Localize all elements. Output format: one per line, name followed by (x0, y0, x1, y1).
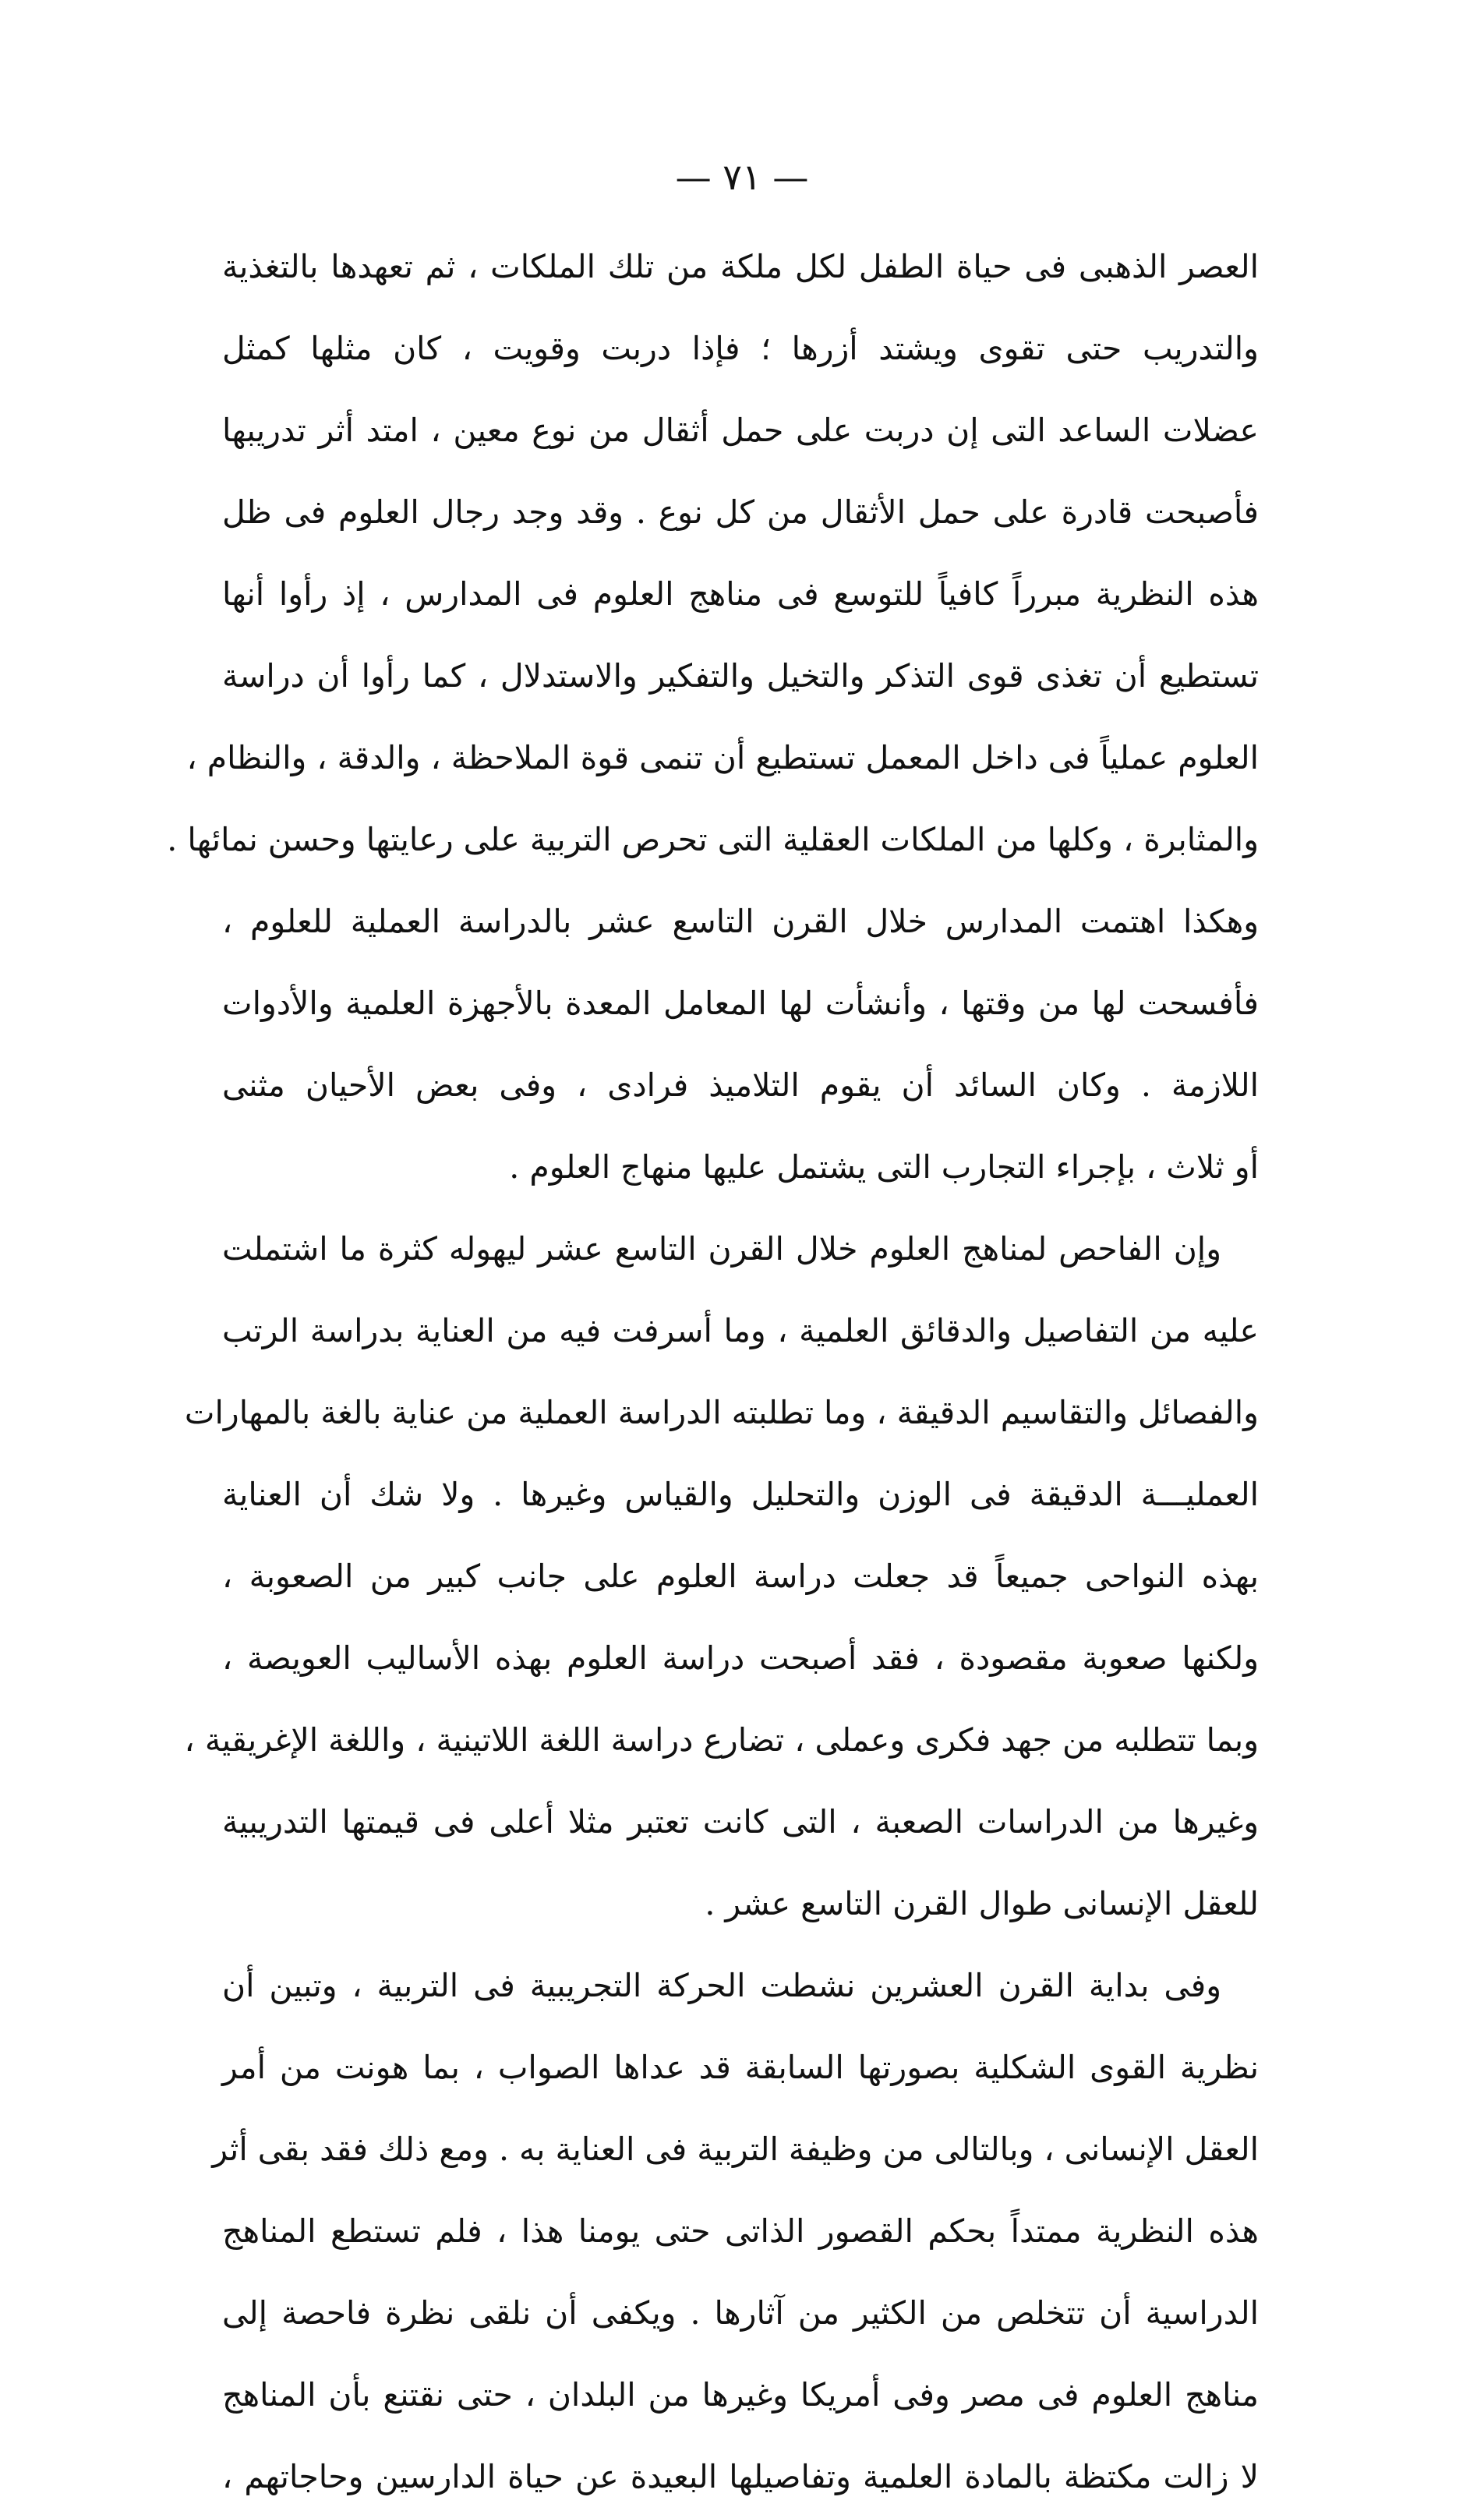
text-line: تستطيع أن تغذى قوى التذكر والتخيل والتفكير والاستدلال ، كما رأوا أن دراسة (222, 657, 1259, 695)
text-line: العقل الإنسانى ، وبالتالى من وظيفة التربية فى العناية به . ومع ذلك فقد بقى أثر (212, 2131, 1259, 2168)
paragraph-2 (184, 1208, 1259, 1945)
text-line: فأصبحت قادرة على حمل الأثقال من كل نوع . وقد وجد رجال العلوم فى ظل (222, 493, 1259, 531)
paragraph-3 (212, 1945, 1259, 2518)
page-number: — ٧١ — (675, 156, 809, 198)
text-line: نظرية القوى الشكلية بصورتها السابقة قد عداها الصواب ، بما هونت من أمر (222, 2049, 1259, 2086)
text-line: والمثابرة ، وكلها من الملكات العقلية التى تحرص التربية على رعايتها وحسن نمائها . (167, 821, 1259, 858)
text-line: هذه النظرية مبرراً كافياً للتوسع فى مناهج العلوم فى المدارس ، إذ رأوا أنها (222, 575, 1259, 613)
paragraph-1 (167, 226, 1259, 1208)
text-line: وهكذا اهتمت المدارس خلال القرن التاسع عشر بالدراسة العملية للعلوم ، (222, 903, 1259, 940)
text-line: لا زالت مكتظة بالمادة العلمية وتفاصيلها البعيدة عن حياة الدارسين وحاجاتهم ، (222, 2458, 1259, 2495)
text-line: مناهج العلوم فى مصر وفى أمريكا وغيرها من البلدان ، حتى نقتنع بأن المناهج (222, 2376, 1259, 2414)
text-line: الدراسية أن تتخلص من الكثير من آثارها . ويكفى أن نلقى نظرة فاحصة إلى (222, 2294, 1259, 2332)
text-line: هذه النظرية ممتداً بحكم القصور الذاتى حتى يومنا هذا ، فلم تستطع المناهج (222, 2212, 1259, 2250)
text-line: عليه من التفاصيل والدقائق العلمية ، وما أسرفت فيه من العناية بدراسة الرتب (222, 1312, 1259, 1349)
text-line: أو ثلاث ، بإجراء التجارب التى يشتمل عليها منهاج العلوم . (509, 1148, 1259, 1186)
text-line: وإن الفاحص لمناهج العلوم خلال القرن التاسع عشر ليهوله كثرة ما اشتملت (222, 1230, 1221, 1268)
text-line: العلوم عملياً فى داخل المعمل تستطيع أن تنمى قوة الملاحظة ، والدقة ، والنظام ، (186, 739, 1259, 776)
text-line: ولكنها صعوبة مقصودة ، فقد أصبحت دراسة العلوم بهذه الأساليب العويصة ، (222, 1639, 1259, 1677)
text-line: والتدريب حتى تقوى ويشتد أزرها ؛ فإذا دربت وقويت ، كان مثلها كمثل (222, 330, 1259, 367)
text-line: اللازمة . وكان السائد أن يقوم التلاميذ فرادى ، وفى بعض الأحيان مثنى (222, 1066, 1259, 1104)
text-line: وبما تتطلبه من جهد فكرى وعملى ، تضارع دراسة اللغة اللاتينية ، واللغة الإغريقية ، (184, 1721, 1259, 1759)
text-line: فأفسحت لها من وقتها ، وأنشأت لها المعامل المعدة بالأجهزة العلمية والأدوات (222, 985, 1259, 1022)
text-line: عضلات الساعد التى إن دربت على حمل أثقال من نوع معين ، امتد أثر تدريبها (222, 412, 1259, 449)
text-line: وفى بداية القرن العشرين نشطت الحركة التجريبية فى التربية ، وتبين أن (222, 1967, 1221, 2004)
text-line: بهذه النواحى جميعاً قد جعلت دراسة العلوم على جانب كبير من الصعوبة ، (222, 1558, 1259, 1595)
body-text (167, 226, 1259, 2518)
text-line: العصر الذهبى فى حياة الطفل لكل ملكة من تلك الملكات ، ثم تعهدها بالتغذية (222, 248, 1259, 285)
text-line: للعقل الإنسانى طوال القرن التاسع عشر . (705, 1885, 1259, 1922)
text-line: العمليـــة الدقيقة فى الوزن والتحليل والقياس وغيرها . ولا شك أن العناية (222, 1476, 1259, 1513)
text-line: وغيرها من الدراسات الصعبة ، التى كانت تعتبر مثلا أعلى فى قيمتها التدريبية (222, 1803, 1259, 1841)
text-line: والفصائل والتقاسيم الدقيقة ، وما تطلبته الدراسة العملية من عناية بالغة بالمهارات (184, 1394, 1259, 1431)
